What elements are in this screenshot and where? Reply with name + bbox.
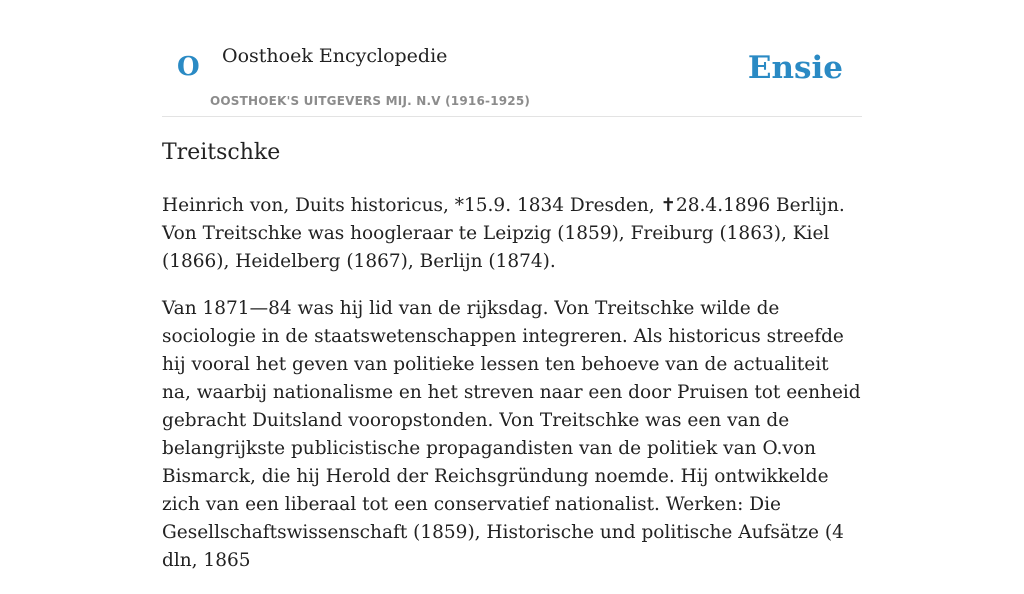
entry-title: Treitschke	[162, 140, 281, 165]
content-container	[162, 0, 862, 571]
entry-body	[162, 192, 862, 594]
ensie-brand-link[interactable]: Ensie	[747, 50, 843, 86]
site-header	[162, 0, 862, 117]
entry-paragraph: Van 1871—84 was hij lid van de rijksdag. Von Treitschke wilde de sociologie in de staatswetenschappen integreren. Als historicus streefde hij vooral het geven van politieke lessen ten behoeve van de actualiteit na, waarbij nationalisme en het streven naar een door Pruisen tot eenheid gebracht Duitsland vooropstonden. Von Treitschke was een van de belangrijkste publicistische propagandisten van de politiek van O.von Bismarck, die hij Herold der Reichsgründung noemde. Hij ontwikkelde zich van een liberaal tot een conservatief nationalist. Werken: Die Gesellschaftswissenschaft (1859), Historische und politische Aufsätze (4 dln, 1865	[162, 298, 861, 571]
publisher-subtitle: OOSTHOEK'S UITGEVERS MIJ. N.V (1916-1925)	[210, 94, 531, 108]
entry-paragraph: Heinrich von, Duits historicus, *15.9. 1834 Dresden, ✝28.4.1896 Berlijn. Von Treitschke was hoogleraar te Leipzig (1859), Freiburg (1863), Kiel (1866), Heidelberg (1867), Berlijn (1874).	[162, 195, 845, 272]
encyclopedia-title-link[interactable]: Oosthoek Encyclopedie	[222, 45, 448, 67]
logo-letter-link[interactable]: O	[177, 52, 200, 82]
